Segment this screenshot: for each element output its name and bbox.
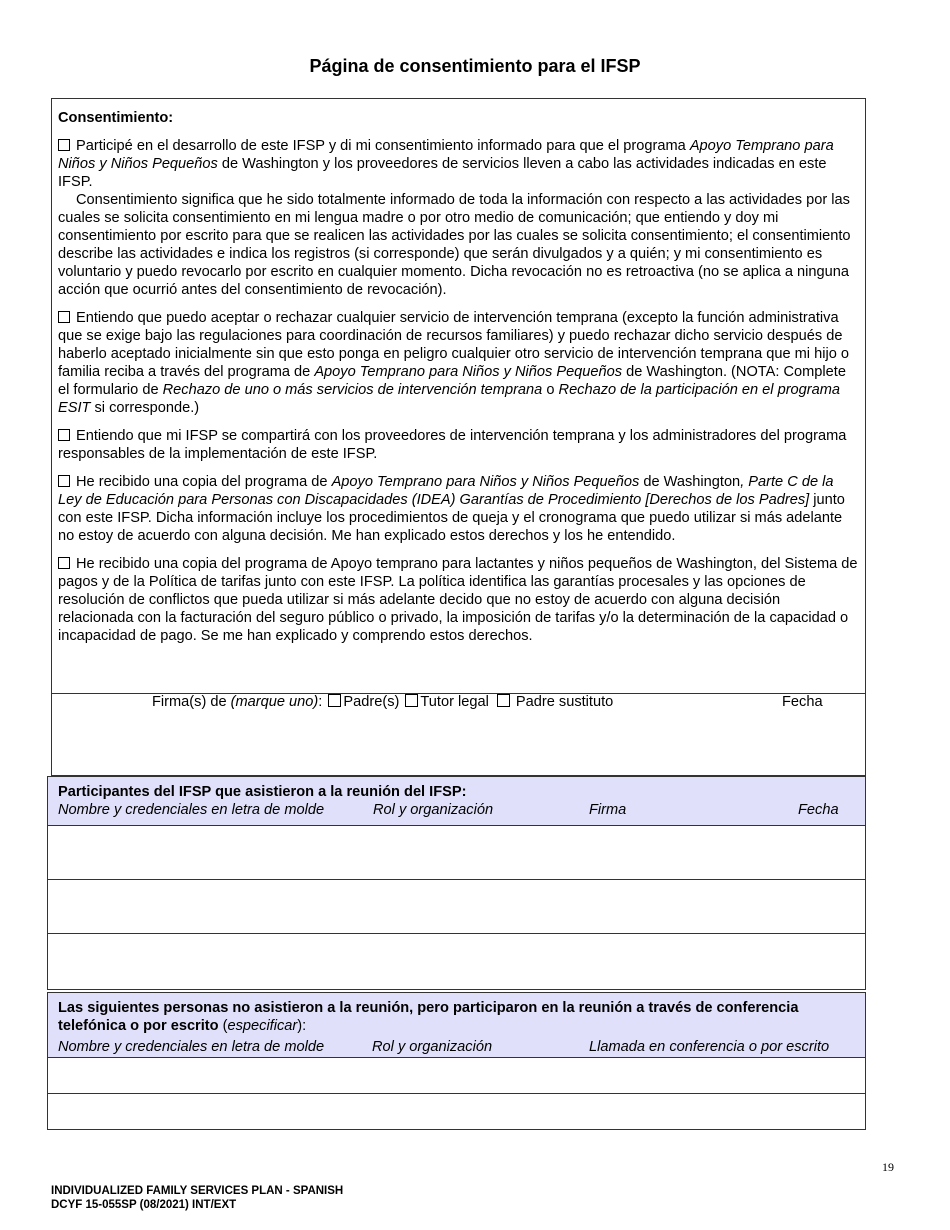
consent-checkbox-5[interactable] bbox=[58, 557, 70, 569]
col-signature: Firma bbox=[589, 802, 627, 818]
consent-definition: Consentimiento significa que he sido totalmente informado de toda la información con respecto a las actividades por las cuales se solicita consentimiento en mi lengua madre o por otro medio de comunicación; que entiendo y doy mi consentimiento por escrito para que se realicen las actividades por las cuales se solicita consentimiento; el consentimiento describe las actividades e indica los registros (si corresponde) que serán divulgados y a quién; y mi consentimiento es voluntario y puedo revocarlo por escrito en cualquier momento. Dicha revocación no es retroactiva (no se aplica a ninguna acción que ocurrió antes del consentimiento de revocación). bbox=[58, 192, 851, 298]
absent-row[interactable] bbox=[48, 1094, 865, 1130]
footer-line-2: DCYF 15-055SP (08/2021) INT/EXT bbox=[51, 1199, 237, 1211]
absent-heading: Las siguientes personas no asistieron a la reunión, pero participaron en la reunión a través de conferencia telefónica o por escrito (especificar): bbox=[58, 1000, 799, 1034]
parent-checkbox[interactable] bbox=[328, 694, 341, 707]
footer-line-1: INDIVIDUALIZED FAMILY SERVICES PLAN - SPANISH bbox=[51, 1185, 344, 1197]
col-date: Fecha bbox=[798, 802, 839, 818]
absent-col-role: Rol y organización bbox=[372, 1039, 493, 1055]
absent-header bbox=[48, 993, 865, 1058]
consent-checkbox-3[interactable] bbox=[58, 429, 70, 441]
consent-paragraph-1: Participé en el desarrollo de este IFSP y di mi consentimiento informado para que el programa Apoyo Temprano para Niños y Niños Pequeños de Washington y los proveedores de servicios lleven a cabo las actividades indicadas en este IFSP. Consentimiento significa que he sido totalmente informado de toda la información con respecto a las actividades por las cuales se solicita consentimiento en mi lengua madre o por otro medio de comunicación; que entiendo y doy mi consentimiento por escrito para que se realicen las actividades por las cuales se solicita consentimiento; el consentimiento describe las actividades e indica los registros (si corresponde) que serán divulgados y a quién; y mi consentimiento es voluntario y puedo revocarlo por escrito en cualquier momento. Dicha revocación no es retroactiva (no se aplica a ninguna acción que ocurrió antes del consentimiento de revocación). bbox=[58, 137, 859, 299]
col-role: Rol y organización bbox=[373, 802, 494, 818]
legal-guardian-checkbox[interactable] bbox=[405, 694, 418, 707]
consent-paragraph-4: He recibido una copia del programa de Apoyo Temprano para Niños y Niños Pequeños de Washington, Parte C de la Ley de Educación para Personas con Discapacidades (IDEA) Garantías de Procedimiento [Derechos de los Padres] junto con este IFSP. Dicha información incluye los procedimientos de queja y el cronograma que puedo utilizar si más adelante no estoy de acuerdo con alguna decisión. Me han explicado estos derechos y los he entendido. bbox=[58, 474, 845, 544]
participant-row[interactable] bbox=[48, 934, 865, 988]
col-name: Nombre y credenciales en letra de molde bbox=[58, 802, 325, 818]
participant-row[interactable] bbox=[48, 826, 865, 880]
consent-paragraph-3: Entiendo que mi IFSP se compartirá con los proveedores de intervención temprana y los administradores del programa responsables de la implementación de este IFSP. bbox=[58, 428, 847, 462]
signature-date-label: Fecha bbox=[782, 694, 823, 710]
participant-row[interactable] bbox=[48, 880, 865, 934]
consent-section bbox=[51, 98, 866, 776]
page-title: Página de consentimiento para el IFSP bbox=[309, 56, 641, 76]
participants-table bbox=[47, 776, 866, 990]
consent-checkbox-4[interactable] bbox=[58, 475, 70, 487]
consent-checkbox-1[interactable] bbox=[58, 139, 70, 151]
absent-row[interactable] bbox=[48, 1058, 865, 1094]
participants-header bbox=[48, 777, 865, 826]
participants-heading: Participantes del IFSP que asistieron a la reunión del IFSP: bbox=[58, 784, 467, 800]
consent-heading: Consentimiento: bbox=[58, 110, 174, 126]
surrogate-parent-checkbox[interactable] bbox=[497, 694, 510, 707]
signature-row bbox=[52, 693, 865, 778]
absent-col-method: Llamada en conferencia o por escrito bbox=[589, 1039, 830, 1055]
consent-checkbox-2[interactable] bbox=[58, 311, 70, 323]
consent-paragraph-2: Entiendo que puedo aceptar o rechazar cualquier servicio de intervención temprana (excepto la función administrativa que se exige bajo las regulaciones para coordinación de recursos familiares) y puedo rechazar dicho servicio después de haberlo aceptado inicialmente sin que esto ponga en peligro cualquier otro servicio de intervención temprana que mi hijo o familia reciba a través del programa de Apoyo Temprano para Niños y Niños Pequeños de Washington. (NOTA: Complete el formulario de Rechazo de uno o más servicios de intervención temprana o Rechazo de la participación en el programa ESIT si corresponde.) bbox=[58, 310, 849, 416]
page-number: 19 bbox=[882, 1160, 894, 1174]
form-footer bbox=[51, 1184, 343, 1212]
absent-col-name: Nombre y credenciales en letra de molde bbox=[58, 1039, 325, 1055]
absent-participants-table bbox=[47, 992, 866, 1130]
signature-label: Firma(s) de (marque uno): Padre(s) Tutor legal Padre sustituto bbox=[152, 694, 614, 710]
consent-paragraph-5: He recibido una copia del programa de Apoyo temprano para lactantes y niños pequeños de Washington, del Sistema de pagos y de la Política de tarifas junto con este IFSP. La política identifica las garantías procesales y las opciones de resolución de conflictos que pueda utilizar si más adelante decido que no estoy de acuerdo con alguna decisión relacionada con la facturación del seguro público o privado, la imposición de tarifas y/o la determinación de la capacidad o incapacidad de pago. Se me han explicado y comprendo estos derechos. bbox=[58, 556, 858, 644]
